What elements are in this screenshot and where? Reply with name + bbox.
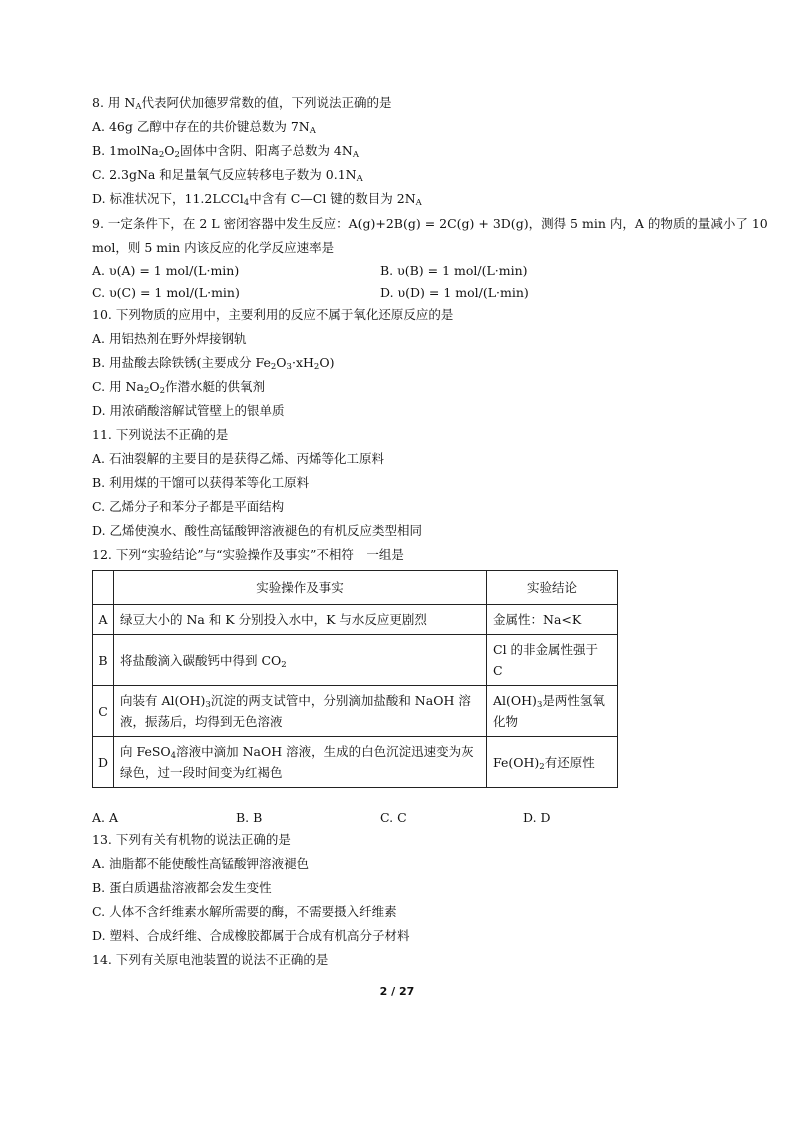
row-operation: 向 FeSO$_4$溶液中滴加 NaOH 溶液，生成的白色沉淀迅速变为灰绿色，过一段时间变为红褐色: [114, 737, 487, 788]
row-operation: 绿豆大小的 Na 和 K 分别投入水中，K 与水反应更剧烈: [114, 605, 487, 635]
header-conclusion-cell: 实验结论: [487, 571, 618, 605]
q13-option-d: D. 塑料、合成纤维、合成橡胶都属于合成有机高分子材料: [92, 928, 410, 943]
row-conclusion: $Al(OH)_3$是两性氢氧化物: [487, 686, 618, 737]
q10-option-a: A. 用铝热剂在野外焊接钢轨: [92, 331, 247, 346]
q12-answer-a: A. A: [92, 810, 119, 825]
q10-stem: 10. 下列物质的应用中，主要利用的反应不属于氧化还原反应的是: [92, 307, 454, 322]
row-id: A: [93, 605, 114, 635]
q12-answer-c: C. C: [380, 810, 407, 825]
q9-stem-line1: 9. 一定条件下，在 2 L 密闭容器中发生反应：A(g)+2B(g) = 2C(g) + 3D(g)，测得 5 min 内，A 的物质的量减小了 10: [92, 216, 768, 231]
q11-stem: 11. 下列说法不正确的是: [92, 427, 229, 442]
row-id: C: [93, 686, 114, 737]
q14-stem: 14. 下列有关原电池装置的说法不正确的是: [92, 952, 329, 967]
q10-option-c: C. 用 $Na_2O_2$作潜水艇的供氧剂: [92, 379, 266, 396]
row-conclusion: $Fe(OH)_2$有还原性: [487, 737, 618, 788]
table-row: [93, 605, 618, 635]
q13-stem: 13. 下列有关有机物的说法正确的是: [92, 832, 291, 847]
q10-option-d: D. 用浓硝酸溶解试管壁上的银单质: [92, 403, 285, 418]
q11-option-c: C. 乙烯分子和苯分子都是平面结构: [92, 499, 285, 514]
q8-option-d: D. 标准状况下，11.2LCCl$_4$中含有 C—Cl 键的数目为 $2N_A$: [92, 191, 422, 208]
table-header-row: [93, 571, 618, 605]
table-row: [93, 686, 618, 737]
header-operation-cell: 实验操作及事实: [114, 571, 487, 605]
row-id: B: [93, 635, 114, 686]
q9-stem-line2: mol，则 5 min 内该反应的化学反应速率是: [92, 240, 335, 255]
q13-option-b: B. 蛋白质遇盐溶液都会发生变性: [92, 880, 272, 895]
page-number: 2 / 27: [379, 985, 415, 998]
q8-stem: 8. 用 $N_A$代表阿伏加德罗常数的值，下列说法正确的是: [92, 95, 392, 112]
q11-option-d: D. 乙烯使溴水、酸性高锰酸钾溶液褪色的有机反应类型相同: [92, 523, 423, 538]
row-conclusion: Cl 的非金属性强于 C: [487, 635, 618, 686]
header-id-cell: [93, 571, 114, 605]
q8-option-c: C. 2.3gNa 和足量氧气反应转移电子数为 $0.1N_A$: [92, 167, 363, 184]
q12-answer-d: D. D: [523, 810, 551, 825]
q9-option-c: C. υ(C) = 1 mol/(L·min): [92, 285, 240, 300]
row-id: D: [93, 737, 114, 788]
table-row: [93, 737, 618, 788]
q12-stem: 12. 下列“实验结论”与“实验操作及事实”不相符 一组是: [92, 547, 404, 562]
q8-option-b: B. $1molNa_2O_2$固体中含阴、阳离子总数为 $4N_A$: [92, 143, 359, 160]
q11-option-a: A. 石油裂解的主要目的是获得乙烯、丙烯等化工原料: [92, 451, 384, 466]
q9-option-d: D. υ(D) = 1 mol/(L·min): [380, 285, 529, 300]
table-row: [93, 635, 618, 686]
row-operation: 向装有 $Al(OH)_3$沉淀的两支试管中，分别滴加盐酸和 NaOH 溶液，振荡后，均得到无色溶液: [114, 686, 487, 737]
q8-option-a: A. 46g 乙醇中存在的共价键总数为 $7N_A$: [92, 119, 316, 136]
q11-option-b: B. 利用煤的干馏可以获得苯等化工原料: [92, 475, 310, 490]
q10-option-b: B. 用盐酸去除铁锈(主要成分 $Fe_2O_3\cdot xH_2O$): [92, 355, 335, 372]
q13-option-c: C. 人体不含纤维素水解所需要的酶，不需要摄入纤维素: [92, 904, 397, 919]
q12-answer-b: B. B: [236, 810, 263, 825]
q13-option-a: A. 油脂都不能使酸性高锰酸钾溶液褪色: [92, 856, 309, 871]
q9-option-a: A. υ(A) = 1 mol/(L·min): [92, 263, 240, 278]
row-operation: 将盐酸滴入碳酸钙中得到 $CO_2$: [114, 635, 487, 686]
row-conclusion: 金属性：Na<K: [487, 605, 618, 635]
q9-option-b: B. υ(B) = 1 mol/(L·min): [380, 263, 528, 278]
q12-experiment-table: [92, 570, 618, 788]
